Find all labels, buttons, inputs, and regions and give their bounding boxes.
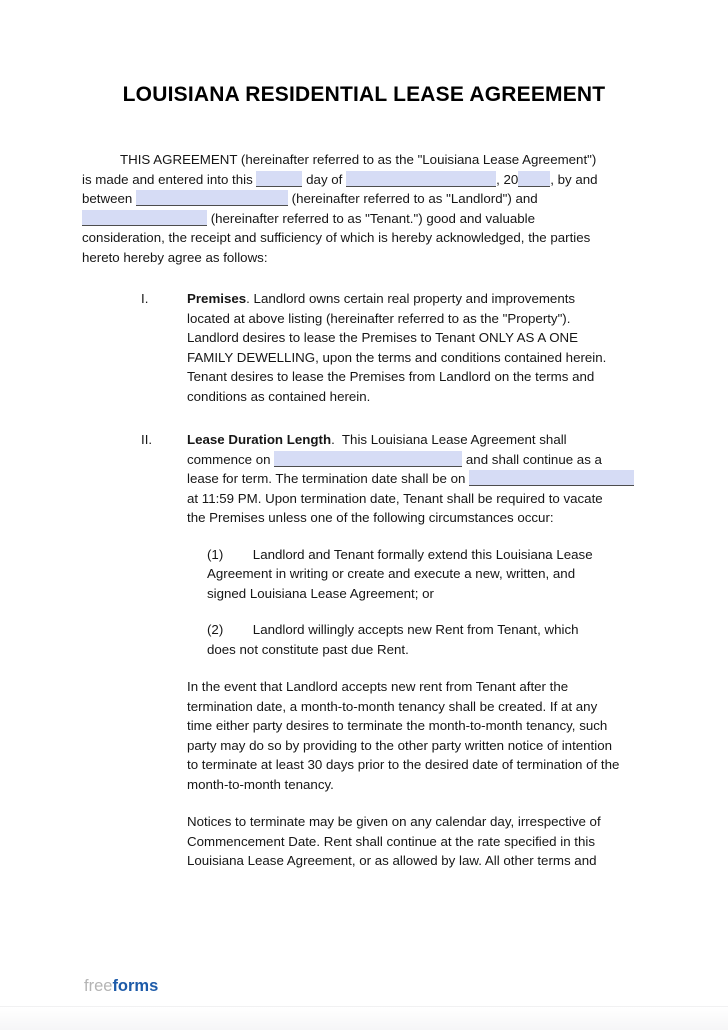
text-line [187, 309, 606, 329]
text-segment: Lease Duration Length [187, 432, 332, 447]
notices-paragraph [187, 812, 634, 871]
text-line [82, 248, 728, 268]
section-lease-duration [82, 430, 728, 871]
section-lease-duration-body [187, 430, 634, 871]
text-segment: hereto hereby agree as follows: [82, 249, 268, 265]
text-line [207, 640, 634, 660]
text-segment: termination date, a month-to-month tenancy shall be created. If at any [187, 698, 598, 714]
clause-2 [207, 620, 634, 659]
text-segment: . Landlord owns certain real property and improvements [246, 291, 576, 306]
page-title: LOUISIANA RESIDENTIAL LEASE AGREEMENT [122, 83, 606, 106]
text-line [187, 450, 634, 470]
clause-1 [207, 545, 634, 604]
text-segment: to terminate at least 30 days prior to the desired date of termination of the [187, 757, 620, 772]
text-line [187, 716, 634, 736]
text-segment: Tenant desires to lease the Premises from Landlord on the terms and [187, 369, 595, 384]
text-segment: FAMILY DEWELLING, upon the terms and conditions contained herein. [187, 349, 607, 365]
text-segment: the Premises unless one of the following circumstances occur: [187, 510, 554, 525]
text-line [187, 489, 634, 509]
text-line [187, 755, 634, 775]
text-line [187, 348, 606, 368]
text-segment: is made and entered into this [82, 171, 257, 187]
blank-commencement-date[interactable] [274, 451, 462, 467]
text-line [82, 170, 728, 190]
text-segment: party may do so by providing to the other party written notice of intention [187, 737, 612, 753]
text-line [187, 508, 634, 528]
text-line [82, 150, 728, 170]
document-content [0, 150, 728, 871]
text-line [187, 367, 606, 387]
text-line [82, 189, 728, 209]
text-segment: (1) Landlord and Tenant formally extend this Louisiana Lease [207, 546, 593, 562]
text-segment: . This Louisiana Lease Agreement shall [331, 432, 567, 447]
text-segment: Louisiana Lease Agreement, or as allowed by law. All other terms and [187, 853, 597, 868]
blank-day-number[interactable] [256, 171, 302, 187]
text-segment: Premises [187, 291, 247, 306]
text-segment: between [82, 191, 136, 206]
text-line [82, 209, 728, 229]
text-segment: THIS AGREEMENT (hereinafter referred to as the "Louisiana Lease Agreement") [120, 152, 597, 167]
blank-landlord-name[interactable] [136, 190, 288, 206]
blank-month[interactable] [346, 171, 496, 187]
section-premises [82, 289, 728, 406]
text-line [187, 832, 634, 852]
logo-text-forms: forms [112, 977, 159, 995]
lease-duration-opening [187, 430, 634, 528]
section-number-ii: II. [141, 432, 153, 447]
text-segment: (hereinafter referred to as "Tenant.") good and valuable [207, 210, 536, 226]
text-segment: In the event that Landlord accepts new rent from Tenant after the [187, 679, 569, 694]
text-line [187, 775, 634, 795]
text-segment: located at above listing (hereinafter referred to as the "Property"). [187, 310, 571, 326]
text-line [187, 851, 634, 871]
bottom-strip [0, 1006, 728, 1030]
text-line [207, 545, 634, 565]
blank-termination-date[interactable] [469, 470, 634, 486]
section-number-i: I. [141, 291, 149, 306]
text-line [187, 328, 606, 348]
text-segment: time either party desires to terminate the month-to-month tenancy, such [187, 718, 608, 733]
text-line [207, 620, 634, 640]
text-line [187, 289, 606, 309]
text-line [187, 812, 634, 832]
text-segment: commence on [187, 451, 275, 467]
text-line [187, 697, 634, 717]
text-segment: does not constitute past due Rent. [207, 641, 409, 657]
freeforms-logo[interactable] [84, 977, 158, 995]
text-line [207, 564, 634, 584]
text-segment: consideration, the receipt and sufficiency of which is hereby acknowledged, the parties [82, 230, 591, 245]
document-page [0, 83, 728, 995]
text-segment: signed Louisiana Lease Agreement; or [207, 585, 434, 601]
text-segment: month-to-month tenancy. [187, 776, 334, 792]
text-segment: and shall continue as a [462, 451, 602, 467]
text-line [187, 736, 634, 756]
text-segment: Agreement in writing or create and execute a new, written, and [207, 566, 576, 581]
logo-text-free: free [84, 977, 113, 995]
month-to-month-paragraph [187, 677, 634, 794]
text-line [187, 677, 634, 697]
text-segment: Landlord desires to lease the Premises to Tenant ONLY AS A ONE [187, 330, 579, 345]
text-line [207, 584, 634, 604]
text-segment: (hereinafter referred to as "Landlord") and [287, 191, 538, 206]
text-line [82, 228, 728, 248]
text-segment: day of [302, 171, 347, 187]
text-segment: Commencement Date. Rent shall continue at the rate specified in this [187, 833, 595, 849]
text-segment: at 11:59 PM. Upon termination date, Tenant shall be required to vacate [187, 490, 603, 506]
text-segment: lease for term. The termination date shall be on [187, 471, 470, 486]
section-premises-body [187, 289, 606, 406]
blank-year[interactable] [518, 171, 550, 187]
intro-paragraph [82, 150, 728, 267]
text-line [187, 430, 634, 450]
blank-tenant-name[interactable] [82, 210, 207, 226]
text-segment: , by and [550, 171, 598, 187]
text-segment: , 20 [496, 171, 519, 187]
text-segment: conditions as contained herein. [187, 388, 371, 404]
text-segment: Notices to terminate may be given on any calendar day, irrespective of [187, 814, 601, 829]
text-line [187, 469, 634, 489]
text-segment: (2) Landlord willingly accepts new Rent from Tenant, which [207, 622, 579, 637]
text-line [187, 387, 606, 407]
